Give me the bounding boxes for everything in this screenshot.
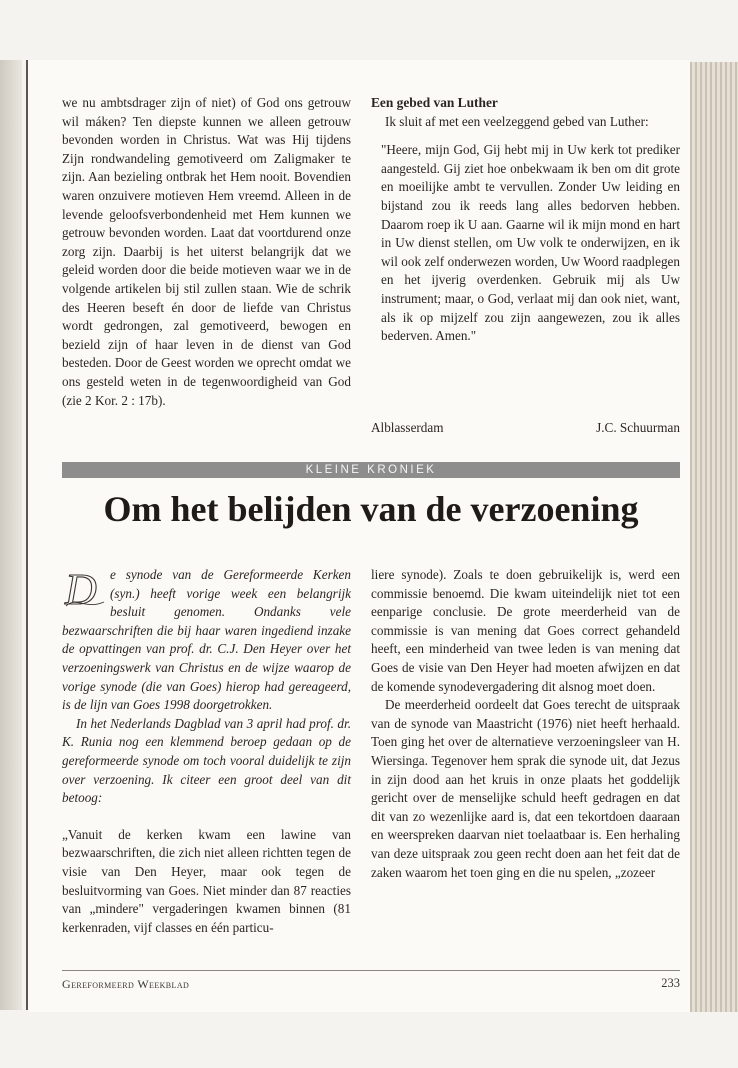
paragraph: we nu ambtsdrager zijn of niet) of God ons getrouw wil máken? Ten diepste kunnen we alleen getrouw bevonden worden in Christus. Wat was Hij tijdens Zijn rondwandeling gemotiveerd om Zaligmaker te zijn. Aan bezieling ontbrak het Hem nooit. Bovendien waren onzuivere motieven Hem vreemd. Alleen in de levende geloofsverbondenheid met Hem kunnen we getrouw bevonden worden. Laat dat voortdurend onze zorg zijn. Daarbij is het uiterst belangrijk dat we geleid worden door die beide motieven waar we in de volgende artikelen bij stil zullen staan. Wie de schrik des Heeren beseft én door de liefde van Christus wordt gedrongen, zal gemotiveerd, bewogen en bezield zijn of haar leven in de dienst van God besteden. Door de Geest worden we oprecht omdat we ons gesteld weten in de tegenwoordigheid van God (zie 2 Kor. 2 : 17b). bbox=[62, 95, 351, 408]
signature-place: Alblasserdam bbox=[371, 420, 444, 435]
publication-name: Gereformeerd Weekblad bbox=[62, 977, 190, 991]
lead-text: e synode van de Gereformeerde Kerken (syn.) heeft vorige week een belangrijk besluit genomen. Ondanks vele bezwaarschriften die bij haar waren ingediend inzake de opvattingen van prof. dr. C.J. Den Heyer over het verzoeningswerk van Christus en de wijze waarop de vorige synode (die van Goes) hierop had gereageerd, is de lijn van Goes 1998 doorgetrokken. bbox=[62, 567, 351, 713]
paragraph: „Vanuit de kerken kwam een lawine van bezwaarschriften, die zich niet alleen richtten tegen de visie van Den Heyer, maar ook tegen de besluitvorming van Goes. Niet minder dan 87 reacties van „mindere" vergaderingen kwamen binnen (81 kerkenraden, vijf classes en één particu- bbox=[62, 826, 351, 935]
section-heading: Een gebed van Luther bbox=[371, 95, 498, 110]
prayer-quote: "Heere, mijn God, Gij hebt mij in Uw kerk tot prediker aangesteld. Gij ziet hoe onbekwaam ik ben om dit grote en moeilijke ambt te vervullen. Zonder Uw leiding en bijstand zou ik reeds lang alles bedorven hebben. Daarom roep ik U aan. Gaarne wil ik mijn mond en hart in Uw dienst stellen, om Uw volk te onderwijzen, en ik wil ook zelf onderwezen worden, Uw Woord raadplegen en het ijverig overdenken. Gebruik mij als Uw instrument; maar, o God, verlaat mij dan ook niet, want, als ik op mijzelf zou zijn aangewezen, zou ik alles bederven. Amen." bbox=[381, 142, 680, 344]
article-right-column bbox=[371, 566, 680, 882]
drop-cap-letter: D bbox=[65, 566, 97, 610]
drop-cap-icon bbox=[62, 566, 108, 610]
footer-rule bbox=[62, 970, 680, 971]
paragraph: liere synode). Zoals te doen gebruikelijk is, werd een commissie benoemd. Die kwam uiteindelijk niet tot een eenparige conclusie. De grote meerderheid van de commissie is van mening dat Goes correct gehandeld heeft, een minderheid van twee leden is van mening dat Goes de visie van Den Heyer had moeten afwijzen en dat de komende synodevergadering dit alsnog moet doen. bbox=[371, 567, 680, 694]
spacer bbox=[371, 131, 680, 141]
article-left-column bbox=[62, 566, 351, 937]
paragraph: De meerderheid oordeelt dat Goes terecht de uitspraak van de synode van Maastricht (1976) niet heeft herhaald. Toen ging het over de alternatieve verzoeningsleer van H. Wiersinga. Tegenover hem sprak die synode uit, dat Jezus in zijn dood aan het kruis in onze plaats het goddelijk gericht over de menselijke schuld heeft gedragen en dat dit van zo wezenlijke aard is, dat een tekortdoen daaraan en weerspreken daarvan niet toelaatbaar is. Een herhaling van deze uitspraak zou geen recht doen aan het feit dat de zaken waarom het toen ging en die nu spelen, „zozeer bbox=[371, 697, 680, 880]
article-headline: Om het belijden van de verzoening bbox=[103, 489, 639, 529]
section-band: KLEINE KRONIEK bbox=[62, 462, 680, 478]
spacer bbox=[62, 808, 351, 826]
book-spine-shadow bbox=[0, 60, 22, 1010]
top-left-column bbox=[62, 94, 351, 410]
paragraph: Ik sluit af met een veelzeggend gebed van Luther: bbox=[385, 113, 649, 129]
paragraph: In het Nederlands Dagblad van 3 april had prof. dr. K. Runia nog een klemmend beroep gedaan op de gereformeerde synode om toch vooral duidelijk te zijn over verzoening. Ik citeer een groot deel van dit betoog: bbox=[62, 715, 351, 806]
page-edges bbox=[690, 62, 738, 1012]
page-number: 233 bbox=[661, 976, 680, 990]
gutter-line bbox=[26, 60, 28, 1010]
top-right-column bbox=[371, 94, 680, 346]
signature-author: J.C. Schuurman bbox=[596, 420, 680, 435]
article-lead bbox=[62, 566, 351, 715]
